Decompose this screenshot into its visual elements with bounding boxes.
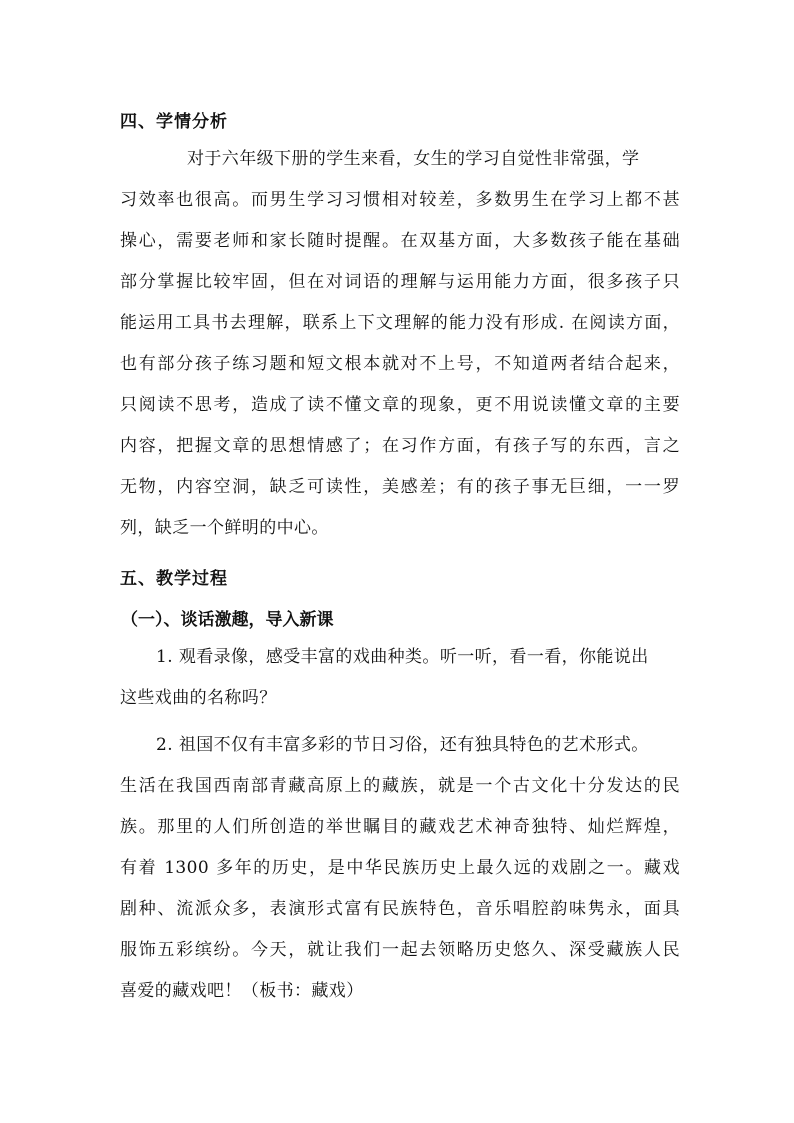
section-heading-learning-analysis: 四、学情分析: [120, 112, 228, 132]
paragraph-line: 有着 1300 多年的历史，是中华民族历史上最久远的戏剧之一。藏戏: [120, 858, 680, 878]
paragraph-line: 能运用工具书去理解，联系上下文理解的能力没有形成. 在阅读方面，: [120, 313, 680, 333]
paragraph-line: 内容，把握文章的思想情感了；在习作方面，有孩子写的东西，言之: [120, 436, 680, 456]
paragraph-line: 列，缺乏一个鲜明的中心。: [120, 518, 329, 538]
paragraph-line: 只阅读不思考，造成了读不懂文章的现象，更不用说读懂文章的主要: [120, 395, 680, 415]
paragraph-line: 喜爱的藏戏吧！（板书：藏戏）: [120, 981, 364, 1001]
paragraph-line: 剧种、流派众多，表演形式富有民族特色，音乐唱腔韵味隽永，面具: [120, 899, 680, 919]
paragraph-line: 也有部分孩子练习题和短文根本就对不上号，不知道两者结合起来，: [120, 354, 680, 374]
paragraph-line: 对于六年级下册的学生来看，女生的学习自觉性非常强，学: [187, 149, 640, 169]
paragraph-line: 无物，内容空洞，缺乏可读性，美感差；有的孩子事无巨细，一一罗: [120, 477, 680, 497]
paragraph-line: 生活在我国西南部青藏高原上的藏族，就是一个古文化十分发达的民: [120, 776, 680, 796]
paragraph-line: 服饰五彩缤纷。今天，就让我们一起去领略历史悠久、深受藏族人民: [120, 940, 680, 960]
paragraph-line: 操心，需要老师和家长随时提醒。在双基方面，大多数孩子能在基础: [120, 231, 680, 251]
paragraph-line: 习效率也很高。而男生学习习惯相对较差，多数男生在学习上都不甚: [120, 190, 680, 210]
subsection-heading-intro: （一）、谈话激趣，导入新课: [121, 610, 334, 630]
paragraph-line: 族。那里的人们所创造的举世瞩目的藏戏艺术神奇独特、灿烂辉煌，: [120, 817, 680, 837]
paragraph-line: 部分掌握比较牢固，但在对词语的理解与运用能力方面，很多孩子只: [120, 272, 680, 292]
section-heading-teaching-process: 五、教学过程: [120, 569, 228, 589]
paragraph-line: 1. 观看录像，感受丰富的戏曲种类。听一听，看一看，你能说出: [156, 647, 649, 667]
paragraph-line: 这些戏曲的名称吗？: [120, 688, 277, 708]
paragraph-line: 2. 祖国不仅有丰富多彩的节日习俗，还有独具特色的艺术形式。: [156, 735, 649, 755]
